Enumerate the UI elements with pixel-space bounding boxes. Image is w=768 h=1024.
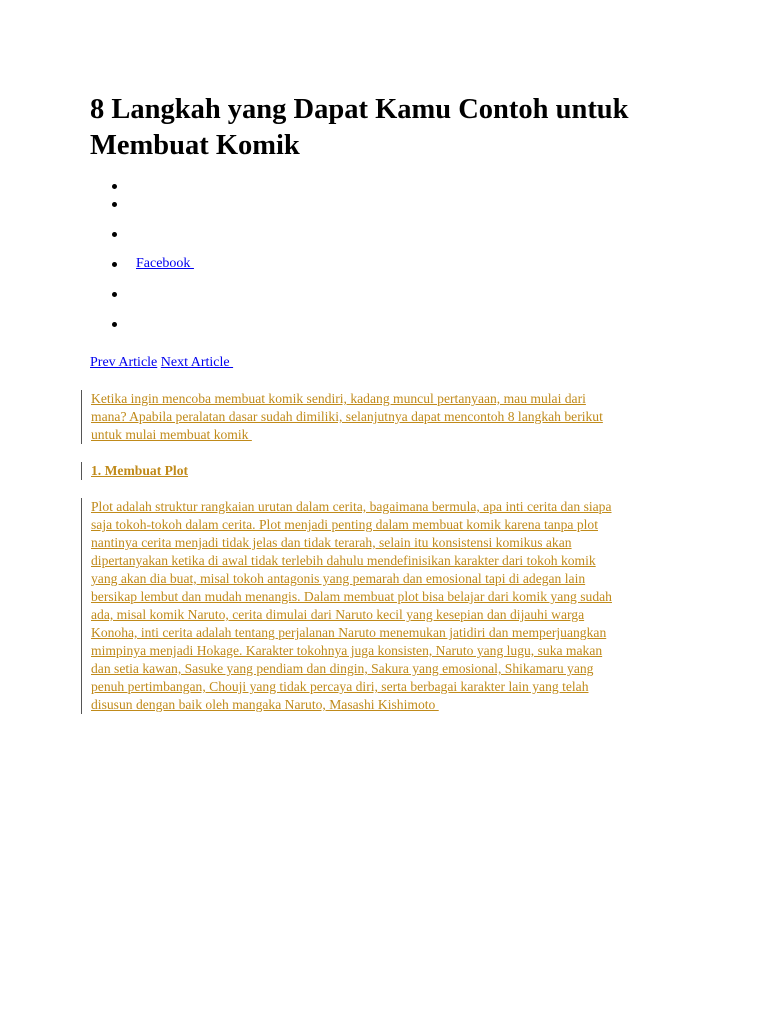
step-1-line[interactable]: penuh pertimbangan, Chouji yang tidak percaya diri, serta berbagai karakter lain yang telah: [91, 679, 589, 694]
facebook-share-link[interactable]: Facebook: [136, 256, 194, 271]
step-1-line[interactable]: mimpinya menjadi Hokage. Karakter tokohnya juga konsisten, Naruto yang lugu, suka makan: [91, 643, 603, 658]
intro-paragraph: [81, 390, 676, 444]
step-1-paragraph: [81, 498, 681, 714]
step-1-line[interactable]: dipertanyakan ketika di awal tidak terlebih dahulu mendefinisikan karakter dari tokoh komik: [91, 553, 596, 568]
step-1-line[interactable]: Konoha, inti cerita adalah tentang perjalanan Naruto menemukan jatidiri dan memperjuangkan: [91, 625, 607, 640]
step-1-line[interactable]: disusun dengan baik oleh mangaka Naruto, Masashi Kishimoto: [91, 697, 439, 712]
step-1-line[interactable]: saja tokoh-tokoh dalam cerita. Plot menjadi penting dalam membuat komik karena tanpa plot: [91, 517, 598, 532]
article-title: [90, 92, 690, 164]
intro-line-3[interactable]: untuk mulai membuat komik: [91, 427, 252, 442]
step-1-line[interactable]: dan setia kawan, Sasuke yang pendiam dan dingin, Sakura yang emosional, Shikamaru yang: [91, 661, 594, 676]
intro-line-1[interactable]: Ketika ingin mencoba membuat komik sendiri, kadang muncul pertanyaan, mau mulai dari: [91, 391, 586, 406]
step-1-line[interactable]: yang akan dia buat, misal tokoh antagonis yang pemarah dan emosional tapi di adegan lain: [91, 571, 586, 586]
article-title-line-1: 8 Langkah yang Dapat Kamu Contoh untuk: [90, 94, 629, 125]
prev-article-link[interactable]: Prev Article: [90, 355, 158, 370]
step-1-heading-text[interactable]: 1. Membuat Plot: [91, 463, 189, 478]
step-1-line[interactable]: bersikap lembut dan mudah menangis. Dalam membuat plot bisa belajar dari komik yang sudah: [91, 589, 612, 604]
step-1-heading: [81, 462, 291, 480]
next-article-link[interactable]: Next Article: [160, 355, 234, 370]
step-1-line[interactable]: Plot adalah struktur rangkaian urutan dalam cerita, bagaimana bermula, apa inti cerita dan siapa: [91, 499, 612, 514]
article-nav: [90, 354, 233, 372]
article-title-line-2: Membuat Komik: [90, 130, 300, 161]
step-1-line[interactable]: nantinya cerita menjadi tidak jelas dan tidak terarah, selain itu konsistensi komikus akan: [91, 535, 572, 550]
step-1-line[interactable]: ada, misal komik Naruto, cerita dimulai dari Naruto kecil yang kesepian dan dijauhi warga: [91, 607, 585, 622]
intro-line-2[interactable]: mana? Apabila peralatan dasar sudah dimiliki, selanjutnya dapat mencontoh 8 langkah berikut: [91, 409, 603, 424]
